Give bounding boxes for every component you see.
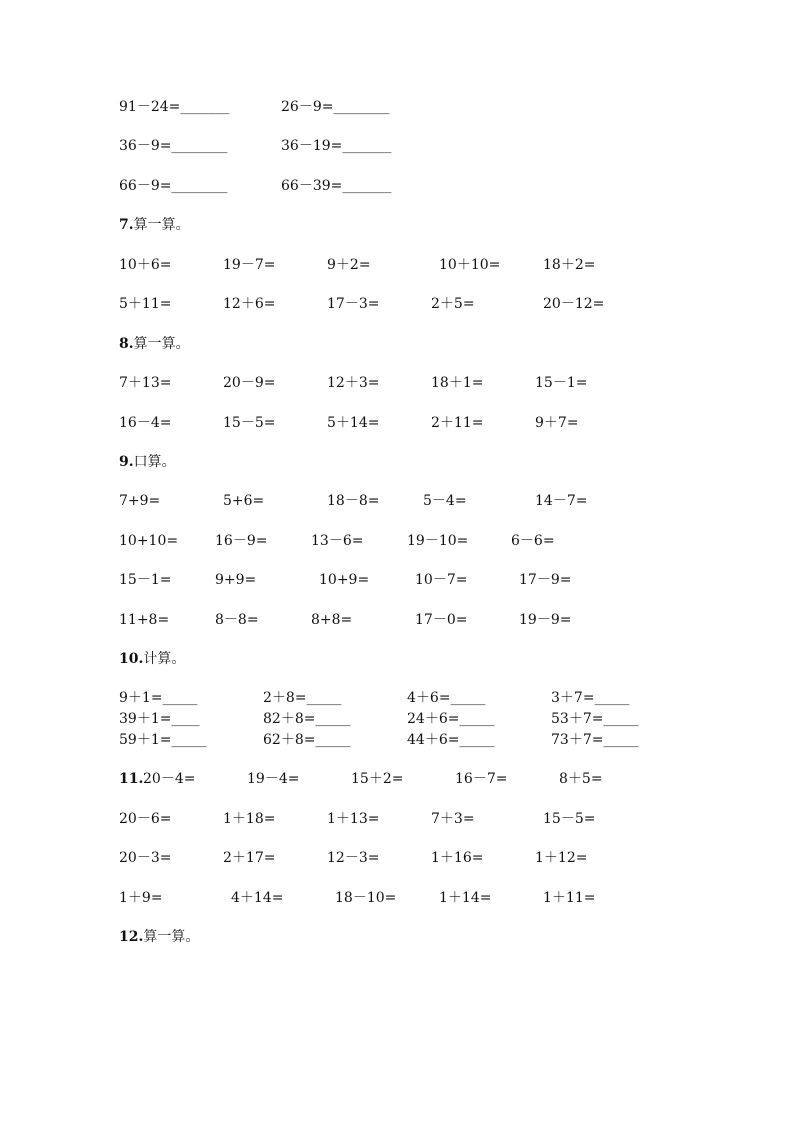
sec10-problem: 53＋7=_____ [551,711,639,727]
sec9-problem: 10+9= [319,572,370,588]
sec8-heading [119,335,190,353]
sec8-problem: 18＋1= [431,375,484,391]
sec7-problem: 20－12= [543,296,605,312]
sec8-problem: 20－9= [223,375,276,391]
sec10-problem: 44＋6=_____ [407,732,495,748]
sec8-problem: 7＋13= [119,375,172,391]
sec6-problem: 91－24=_______ [119,99,230,115]
sec10-problem: 82＋8=_____ [263,711,351,727]
sec6-problem: 26－9=________ [281,99,390,115]
sec7-problem: 9＋2= [327,257,371,273]
sec11-number [119,770,143,788]
sec11-problem: 1＋18= [223,811,276,827]
sec10-problem: 62＋8=_____ [263,732,351,748]
sec10-number: 10. [119,651,144,667]
sec9-problem: 5－4= [423,493,467,509]
sec9-title: 口算。 [133,454,176,470]
sec11-problem: 1＋13= [327,811,380,827]
sec10-problem: 39＋1=____ [119,711,200,727]
sec12-heading [119,928,199,946]
sec8-problem: 2＋11= [431,415,484,431]
sec11-problem: 1＋11= [543,890,596,906]
sec9-problem: 8+8= [311,612,353,628]
sec10-problem: 24＋6=_____ [407,711,495,727]
sec11-problem: 2＋17= [223,850,276,866]
sec9-number: 9. [119,454,134,470]
sec10-heading [119,650,185,668]
sec9-problem: 19－10= [407,533,469,549]
sec9-problem: 10－7= [415,572,468,588]
sec8-problem: 15－5= [223,415,276,431]
sec7-problem: 17－3= [327,296,380,312]
sec11-problem: 4＋14= [231,890,284,906]
sec11-problem: 20－6= [119,811,172,827]
sec11-problem: 1＋9= [119,890,163,906]
sec8-number: 8. [119,336,134,352]
sec6-problem: 36－19=_______ [281,138,392,154]
sec9-problem: 15－1= [119,572,172,588]
sec9-problem: 16－9= [215,533,268,549]
sec9-problem: 17－0= [415,612,468,628]
sec9-heading [119,453,176,471]
sec7-problem: 2＋5= [431,296,475,312]
sec7-problem: 19－7= [223,257,276,273]
sec11-problem: 15＋2= [351,771,404,787]
sec12-number: 12. [119,929,144,945]
sec10-problem: 9＋1=_____ [119,690,198,706]
sec7-heading [119,216,190,234]
sec9-problem: 18－8= [327,493,380,509]
sec10-problem: 59＋1=_____ [119,732,207,748]
sec11-problem: 16－7= [455,771,508,787]
sec7-problem: 18＋2= [543,257,596,273]
sec9-problem: 5+6= [223,493,265,509]
sec6-problem: 66－39=_______ [281,178,392,194]
sec7-problem: 12＋6= [223,296,276,312]
sec9-problem: 8－8= [215,612,259,628]
sec11-problem: 18－10= [335,890,397,906]
sec11-problem: 20－3= [119,850,172,866]
sec11-problem: 15－5= [543,811,596,827]
sec7-problem: 10＋6= [119,257,172,273]
sec9-problem: 14－7= [535,493,588,509]
sec11-problem: 12－3= [327,850,380,866]
sec12-title: 算一算。 [143,929,200,945]
sec9-problem: 11+8= [119,612,170,628]
sec11-problem: 1＋16= [431,850,484,866]
sec9-problem: 9+9= [215,572,257,588]
sec10-problem: 4＋6=_____ [407,690,486,706]
sec11-number-text: 11. [119,771,144,787]
sec10-problem: 73＋7=_____ [551,732,639,748]
sec8-title: 算一算。 [133,336,190,352]
sec10-problem: 3＋7=_____ [551,690,630,706]
sec7-problem: 5＋11= [119,296,172,312]
sec11-problem: 19－4= [247,771,300,787]
sec9-problem: 13－6= [311,533,364,549]
sec8-problem: 12＋3= [327,375,380,391]
sec8-problem: 9＋7= [535,415,579,431]
sec11-problem: 8＋5= [559,771,603,787]
sec11-problem: 7＋3= [431,811,475,827]
sec7-problem: 10＋10= [439,257,501,273]
sec9-problem: 7+9= [119,493,161,509]
sec8-problem: 5＋14= [327,415,380,431]
sec8-problem: 15－1= [535,375,588,391]
sec11-problem: 1＋12= [535,850,588,866]
sec7-title: 算一算。 [133,217,190,233]
sec8-problem: 16－4= [119,415,172,431]
sec6-problem: 36－9=________ [119,138,228,154]
sec10-problem: 2＋8=_____ [263,690,342,706]
sec10-title: 计算。 [143,651,186,667]
sec9-problem: 10+10= [119,533,179,549]
sec9-problem: 17－9= [519,572,572,588]
sec11-problem: 20－4= [143,771,196,787]
sec11-problem: 1＋14= [439,890,492,906]
sec9-problem: 19－9= [519,612,572,628]
sec7-number: 7. [119,217,134,233]
sec9-problem: 6－6= [511,533,555,549]
sec6-problem: 66－9=________ [119,178,228,194]
